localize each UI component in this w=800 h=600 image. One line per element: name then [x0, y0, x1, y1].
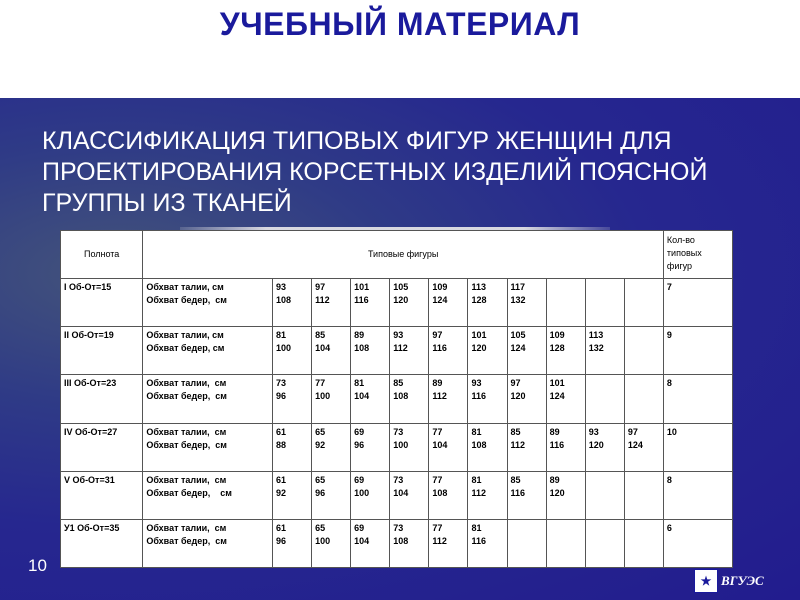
size-value-cell	[351, 279, 390, 327]
waist-value: 77	[315, 378, 326, 389]
size-value-cell	[390, 327, 429, 375]
table-row	[61, 423, 733, 471]
subtitle-line: ГРУППЫ ИЗ ТКАНЕЙ	[42, 189, 292, 217]
hip-value: 108	[393, 391, 409, 402]
size-value-cell	[585, 519, 624, 567]
waist-value: 101	[471, 330, 487, 341]
size-value-cell	[546, 375, 585, 423]
subtitle-line: ПРОЕКТИРОВАНИЯ КОРСЕТНЫХ ИЗДЕЛИЙ ПОЯСНОЙ	[42, 158, 708, 186]
hip-value: 100	[315, 535, 331, 546]
waist-value: 69	[354, 474, 365, 485]
waist-value: 85	[510, 426, 521, 437]
size-value-cell	[468, 519, 507, 567]
logo-text: ВГУЭС	[721, 573, 764, 588]
fullness-group-cell: V Об-От=31	[61, 471, 143, 519]
measure-label: Обхват талии, см	[146, 426, 227, 437]
size-value-cell	[507, 375, 546, 423]
figure-count-cell: 10	[663, 423, 732, 471]
fullness-group-cell: IV Об-От=27	[61, 423, 143, 471]
waist-value: 117	[510, 282, 526, 293]
table-row	[61, 471, 733, 519]
size-value-cell	[351, 471, 390, 519]
measure-label: Обхват талии, см	[146, 378, 227, 389]
waist-value: 81	[275, 330, 286, 341]
fullness-group-cell: I Об-От=15	[61, 279, 143, 327]
size-value-cell	[429, 471, 468, 519]
measure-labels-cell	[143, 375, 273, 423]
waist-value: 101	[549, 378, 565, 389]
measure-label: Обхват талии, см	[146, 474, 227, 485]
size-value-cell	[468, 375, 507, 423]
waist-value: 97	[432, 330, 443, 341]
size-value-cell	[351, 519, 390, 567]
size-value-cell	[624, 471, 663, 519]
size-value-cell	[468, 471, 507, 519]
hip-value: 96	[315, 487, 326, 498]
waist-value: 113	[588, 330, 604, 341]
size-value-cell	[272, 279, 311, 327]
measure-labels-cell	[143, 471, 273, 519]
size-value-cell	[390, 471, 429, 519]
hip-value: 116	[471, 535, 486, 546]
size-value-cell	[624, 375, 663, 423]
waist-value: 81	[471, 426, 482, 437]
measure-label: Обхват бедер, см	[146, 295, 227, 306]
figure-count-cell: 8	[663, 471, 732, 519]
waist-value: 61	[275, 522, 286, 533]
size-value-cell	[546, 423, 585, 471]
measure-labels-cell	[143, 327, 273, 375]
waist-value: 65	[315, 426, 326, 437]
hip-value: 116	[510, 487, 526, 498]
waist-value: 73	[393, 426, 404, 437]
hip-value: 132	[510, 295, 526, 306]
subtitle-line: КЛАССИФИКАЦИЯ ТИПОВЫХ ФИГУР ЖЕНЩИН ДЛЯ	[42, 127, 672, 155]
hip-value: 104	[393, 487, 409, 498]
waist-value: 73	[393, 474, 404, 485]
hip-value: 112	[315, 295, 330, 306]
measure-label: Обхват бедер, см	[146, 391, 227, 402]
size-value-cell	[429, 519, 468, 567]
size-value-cell	[624, 279, 663, 327]
measure-label: Обхват бедер, см	[146, 343, 225, 354]
waist-value: 93	[393, 330, 404, 341]
hip-value: 108	[432, 487, 448, 498]
waist-value: 69	[354, 522, 365, 533]
size-value-cell	[312, 519, 351, 567]
hip-value: 92	[275, 487, 286, 498]
fullness-group-cell: III Об-От=23	[61, 375, 143, 423]
slide-subtitle	[42, 126, 782, 219]
waist-value: 109	[432, 282, 448, 293]
waist-value: 73	[393, 522, 404, 533]
measure-label: Обхват талии, см	[146, 330, 224, 341]
size-value-cell	[390, 519, 429, 567]
hip-value: 120	[549, 487, 565, 498]
measure-labels-cell	[143, 519, 273, 567]
hip-value: 108	[354, 343, 370, 354]
size-value-cell	[272, 423, 311, 471]
size-value-cell	[624, 327, 663, 375]
figure-count-cell: 9	[663, 327, 732, 375]
hip-value: 108	[275, 295, 291, 306]
waist-value: 101	[354, 282, 370, 293]
size-value-cell	[272, 471, 311, 519]
size-value-cell	[624, 423, 663, 471]
size-value-cell	[468, 327, 507, 375]
table-row	[61, 375, 733, 423]
size-value-cell	[390, 279, 429, 327]
waist-value: 113	[471, 282, 486, 293]
size-value-cell	[468, 279, 507, 327]
size-value-cell	[429, 279, 468, 327]
size-value-cell	[585, 279, 624, 327]
figure-count-cell: 7	[663, 279, 732, 327]
hip-value: 96	[275, 535, 286, 546]
size-value-cell	[312, 279, 351, 327]
waist-value: 89	[549, 474, 560, 485]
hip-value: 124	[627, 439, 643, 450]
hip-value: 120	[471, 343, 487, 354]
size-value-cell	[507, 519, 546, 567]
hip-value: 104	[432, 439, 448, 450]
hip-value: 120	[510, 391, 526, 402]
table-row	[61, 519, 733, 567]
measure-label: Обхват бедер, см	[146, 439, 227, 450]
hip-value: 96	[354, 439, 365, 450]
waist-value: 85	[510, 474, 521, 485]
hip-value: 120	[393, 295, 409, 306]
size-value-cell	[507, 423, 546, 471]
header-count-line: Кол-во	[666, 235, 695, 246]
size-value-cell	[272, 519, 311, 567]
hip-value: 112	[510, 439, 526, 450]
waist-value: 77	[432, 426, 443, 437]
header-count	[663, 231, 732, 279]
waist-value: 97	[627, 426, 638, 437]
hip-value: 104	[354, 535, 370, 546]
waist-value: 61	[275, 426, 286, 437]
waist-value: 97	[315, 282, 326, 293]
size-value-cell	[312, 327, 351, 375]
hip-value: 112	[432, 391, 447, 402]
hip-value: 124	[549, 391, 565, 402]
size-value-cell	[272, 327, 311, 375]
size-value-cell	[546, 279, 585, 327]
hip-value: 116	[432, 343, 447, 354]
size-value-cell	[312, 423, 351, 471]
size-value-cell	[585, 375, 624, 423]
table-row	[61, 327, 733, 375]
size-value-cell	[351, 375, 390, 423]
hip-value: 96	[275, 391, 286, 402]
hip-value: 112	[393, 343, 408, 354]
size-value-cell	[468, 423, 507, 471]
logo	[694, 568, 774, 594]
figure-count-cell: 6	[663, 519, 732, 567]
size-value-cell	[390, 423, 429, 471]
waist-value: 73	[275, 378, 286, 389]
waist-value: 89	[354, 330, 365, 341]
hip-value: 104	[354, 391, 370, 402]
measure-label: Обхват талии, см	[146, 282, 224, 293]
waist-value: 93	[588, 426, 599, 437]
size-value-cell	[429, 327, 468, 375]
page-number: 10	[28, 556, 47, 575]
hip-value: 132	[588, 343, 604, 354]
header-count-line: фигур	[666, 261, 693, 272]
waist-value: 65	[315, 522, 326, 533]
hip-value: 124	[432, 295, 448, 306]
fullness-group-cell: II Об-От=19	[61, 327, 143, 375]
hip-value: 112	[471, 487, 486, 498]
hip-value: 100	[315, 391, 331, 402]
measure-labels-cell	[143, 279, 273, 327]
size-value-cell	[312, 471, 351, 519]
waist-value: 65	[315, 474, 326, 485]
waist-value: 89	[432, 378, 443, 389]
hip-value: 100	[275, 343, 291, 354]
header-fullness: Полнота	[61, 231, 143, 279]
waist-value: 81	[471, 474, 482, 485]
waist-value: 77	[432, 522, 443, 533]
size-value-cell	[507, 327, 546, 375]
waist-value: 105	[510, 330, 526, 341]
size-value-cell	[585, 423, 624, 471]
header-figures: Типовые фигуры	[143, 231, 664, 279]
hip-value: 104	[315, 343, 331, 354]
waist-value: 77	[432, 474, 443, 485]
size-value-cell	[351, 423, 390, 471]
measure-label: Обхват бедер, см	[146, 535, 227, 546]
waist-value: 61	[275, 474, 286, 485]
hip-value: 116	[471, 391, 486, 402]
waist-value: 85	[393, 378, 404, 389]
header-band	[0, 0, 800, 98]
hip-value: 108	[471, 439, 487, 450]
size-value-cell	[507, 279, 546, 327]
hip-value: 128	[549, 343, 565, 354]
size-value-cell	[507, 471, 546, 519]
hip-value: 112	[432, 535, 447, 546]
size-value-cell	[546, 519, 585, 567]
size-value-cell	[390, 375, 429, 423]
hip-value: 100	[393, 439, 409, 450]
hip-value: 100	[354, 487, 370, 498]
hip-value: 88	[275, 439, 286, 450]
measure-label: Обхват талии, см	[146, 522, 227, 533]
waist-value: 69	[354, 426, 365, 437]
waist-value: 109	[549, 330, 565, 341]
hip-value: 108	[393, 535, 409, 546]
size-value-cell	[546, 327, 585, 375]
size-value-cell	[585, 327, 624, 375]
measure-labels-cell	[143, 423, 273, 471]
hip-value: 116	[354, 295, 369, 306]
waist-value: 89	[549, 426, 560, 437]
hip-value: 92	[315, 439, 326, 450]
fullness-group-cell: У1 Об-От=35	[61, 519, 143, 567]
hip-value: 116	[549, 439, 565, 450]
waist-value: 105	[393, 282, 409, 293]
size-value-cell	[351, 327, 390, 375]
waist-value: 81	[354, 378, 365, 389]
table-row	[61, 279, 733, 327]
size-value-cell	[429, 423, 468, 471]
figure-count-cell: 8	[663, 375, 732, 423]
size-value-cell	[585, 471, 624, 519]
measure-label: Обхват бедер, см	[146, 487, 232, 498]
hip-value: 124	[510, 343, 526, 354]
figures-table	[60, 230, 733, 568]
size-value-cell	[312, 375, 351, 423]
waist-value: 97	[510, 378, 521, 389]
hip-value: 128	[471, 295, 487, 306]
university-crest-icon: ★	[694, 569, 718, 593]
size-value-cell	[429, 375, 468, 423]
size-value-cell	[272, 375, 311, 423]
page-title: УЧЕБНЫЙ МАТЕРИАЛ	[219, 6, 581, 42]
waist-value: 93	[275, 282, 286, 293]
table-header-row	[61, 231, 733, 279]
waist-value: 81	[471, 522, 482, 533]
waist-value: 93	[471, 378, 482, 389]
size-value-cell	[546, 471, 585, 519]
waist-value: 85	[315, 330, 326, 341]
header-count-line: типовых	[666, 248, 702, 259]
hip-value: 120	[588, 439, 604, 450]
size-value-cell	[624, 519, 663, 567]
